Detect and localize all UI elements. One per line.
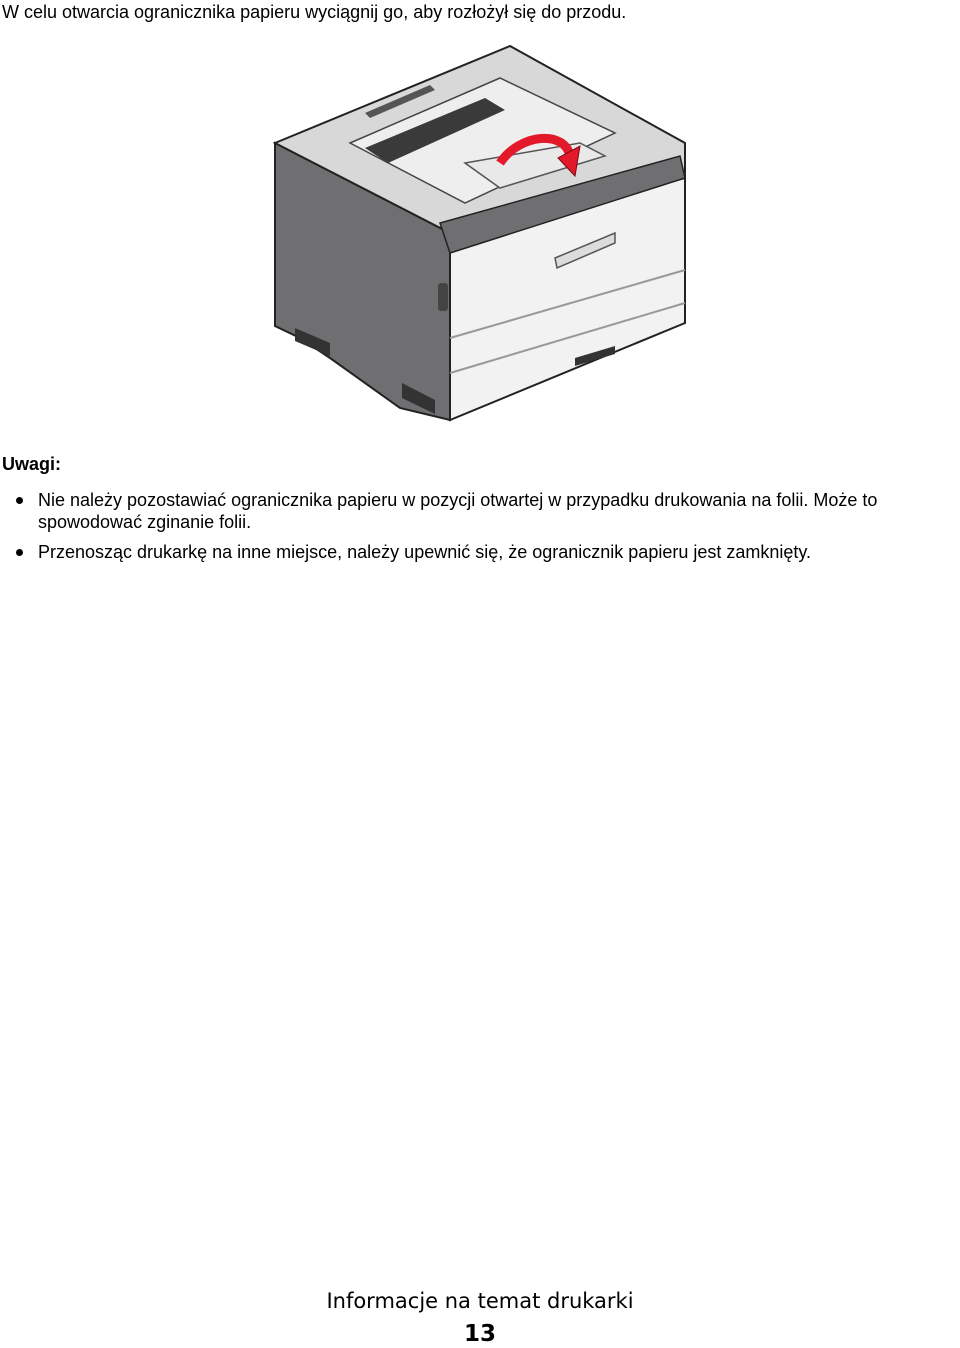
list-item: [2, 489, 958, 533]
bullet-icon: [16, 497, 23, 504]
printer-illustration: [270, 38, 695, 426]
notes-title: Uwagi:: [2, 454, 62, 474]
page-number: 13: [463, 1321, 496, 1347]
footer-section-title: Informacje na temat drukarki: [326, 1289, 634, 1313]
note-text: Nie należy pozostawiać ogranicznika papieru w pozycji otwartej w przypadku drukowania na folii. Może to spowodować zginanie folii.: [38, 490, 878, 532]
note-text: Przenosząc drukarkę na inne miejsce, należy upewnić się, że ogranicznik papieru jest zamknięty.: [38, 542, 812, 562]
list-item: [2, 541, 958, 563]
bullet-icon: [16, 549, 23, 556]
intro-text: W celu otwarcia ogranicznika papieru wyciągnij go, aby rozłożył się do przodu.: [2, 2, 627, 22]
notes-list: [2, 489, 958, 571]
